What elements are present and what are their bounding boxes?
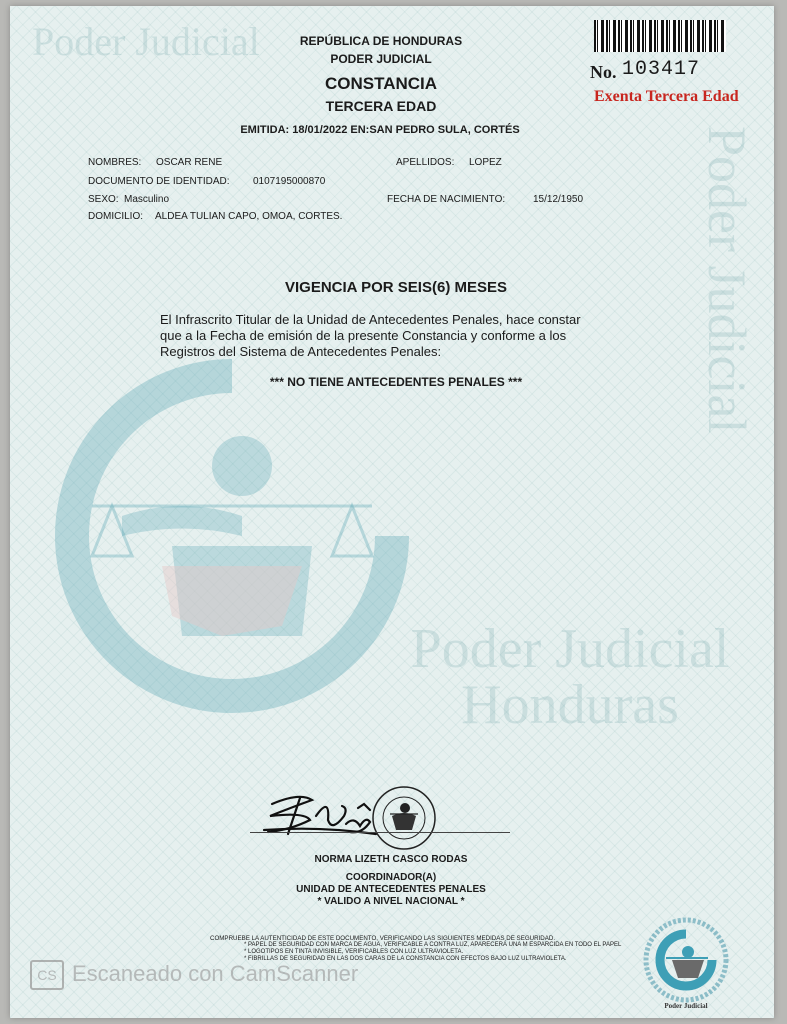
signer-role: COORDINADOR(A) bbox=[345, 872, 437, 883]
certification-line: Registros del Sistema de Antecedentes Penales: bbox=[160, 344, 442, 359]
header-republic: REPÚBLICA DE HONDURAS bbox=[299, 34, 463, 48]
scanner-watermark bbox=[30, 960, 358, 990]
signature-line bbox=[250, 832, 510, 833]
apellidos-label: APELLIDOS: bbox=[396, 157, 455, 168]
domicilio-value: ALDEA TULIAN CAPO, OMOA, CORTES. bbox=[155, 211, 343, 222]
apellidos-value: LOPEZ bbox=[469, 157, 502, 168]
header-institution: PODER JUDICIAL bbox=[330, 52, 432, 66]
seal-watermark-icon bbox=[32, 336, 432, 736]
footer-line: COMPRUEBE LA AUTENTICIDAD DE ESTE DOCUMENTO, VERIFICANDO LAS SIGUIENTES MEDIDAS DE SEGURIDAD. bbox=[210, 935, 556, 942]
certification-line: El Infrascrito Titular de la Unidad de Antecedentes Penales, hace constar bbox=[160, 312, 581, 327]
issue-line: EMITIDA: 18/01/2022 EN:SAN PEDRO SULA, CORTÉS bbox=[240, 124, 520, 136]
sexo-value: Masculino bbox=[124, 194, 170, 205]
certification-text bbox=[160, 312, 640, 360]
serial-number: 103417 bbox=[622, 58, 701, 81]
serial-label: No. bbox=[590, 62, 617, 82]
watermark-middle-line2: Honduras bbox=[461, 674, 679, 736]
documento-label: DOCUMENTO DE IDENTIDAD: bbox=[88, 176, 230, 187]
document-sheet bbox=[10, 6, 774, 1018]
result-statement: *** NO TIENE ANTECEDENTES PENALES *** bbox=[269, 375, 523, 389]
official-stamp-icon bbox=[370, 784, 438, 852]
footer-line: * PAPEL DE SEGURIDAD CON MARCA DE AGUA, VERIFICABLE A CONTRA LUZ, APARECERÁ UNA M ESPARCIDA EN TODO EL PAPEL bbox=[244, 942, 622, 948]
judicial-seal-icon bbox=[642, 916, 730, 1004]
validity-heading: VIGENCIA POR SEIS(6) MESES bbox=[285, 279, 507, 296]
watermark-middle bbox=[390, 618, 750, 736]
footer-line: * FIBRILLAS DE SEGURIDAD EN LAS DOS CARAS DE LA CONSTANCIA CON EFECTOS BAJO LUZ ULTRAVIOLETA. bbox=[244, 956, 567, 962]
signer-name: NORMA LIZETH CASCO RODAS bbox=[314, 854, 468, 865]
validity-scope: * VALIDO A NIVEL NACIONAL * bbox=[317, 896, 465, 907]
camscanner-logo-icon: CS bbox=[30, 960, 64, 990]
document-subtitle: TERCERA EDAD bbox=[325, 98, 437, 114]
scanner-text: Escaneado con CamScanner bbox=[72, 960, 359, 986]
nacimiento-value: 15/12/1950 bbox=[533, 194, 584, 205]
domicilio-label: DOMICILIO: bbox=[88, 211, 144, 222]
watermark-right: Poder Judicial bbox=[697, 126, 757, 434]
barcode-icon bbox=[594, 20, 726, 52]
watermark-top: Poder Judicial bbox=[32, 19, 260, 64]
watermark-middle-line1: Poder Judicial bbox=[410, 618, 730, 680]
signer-unit: UNIDAD DE ANTECEDENTES PENALES bbox=[296, 884, 486, 895]
nombres-value: OSCAR RENE bbox=[156, 157, 223, 168]
certification-line: que a la Fecha de emisión de la presente Constancia y conforme a los bbox=[160, 328, 567, 343]
security-footer bbox=[210, 935, 680, 963]
seal-caption bbox=[646, 1002, 726, 1010]
documento-value: 0107195000870 bbox=[253, 176, 326, 187]
nacimiento-label: FECHA DE NACIMIENTO: bbox=[387, 194, 506, 205]
seal-caption-line1: Poder Judicial bbox=[664, 1002, 708, 1010]
exemption-note: Exenta Tercera Edad bbox=[594, 88, 739, 105]
sexo-label: SEXO: bbox=[88, 194, 119, 205]
footer-line: * LOGOTIPOS EN TINTA INVISIBLE, VERIFICABLES CON LUZ ULTRAVIOLETA. bbox=[244, 949, 464, 955]
nombres-label: NOMBRES: bbox=[88, 157, 142, 168]
document-title: CONSTANCIA bbox=[324, 74, 438, 93]
